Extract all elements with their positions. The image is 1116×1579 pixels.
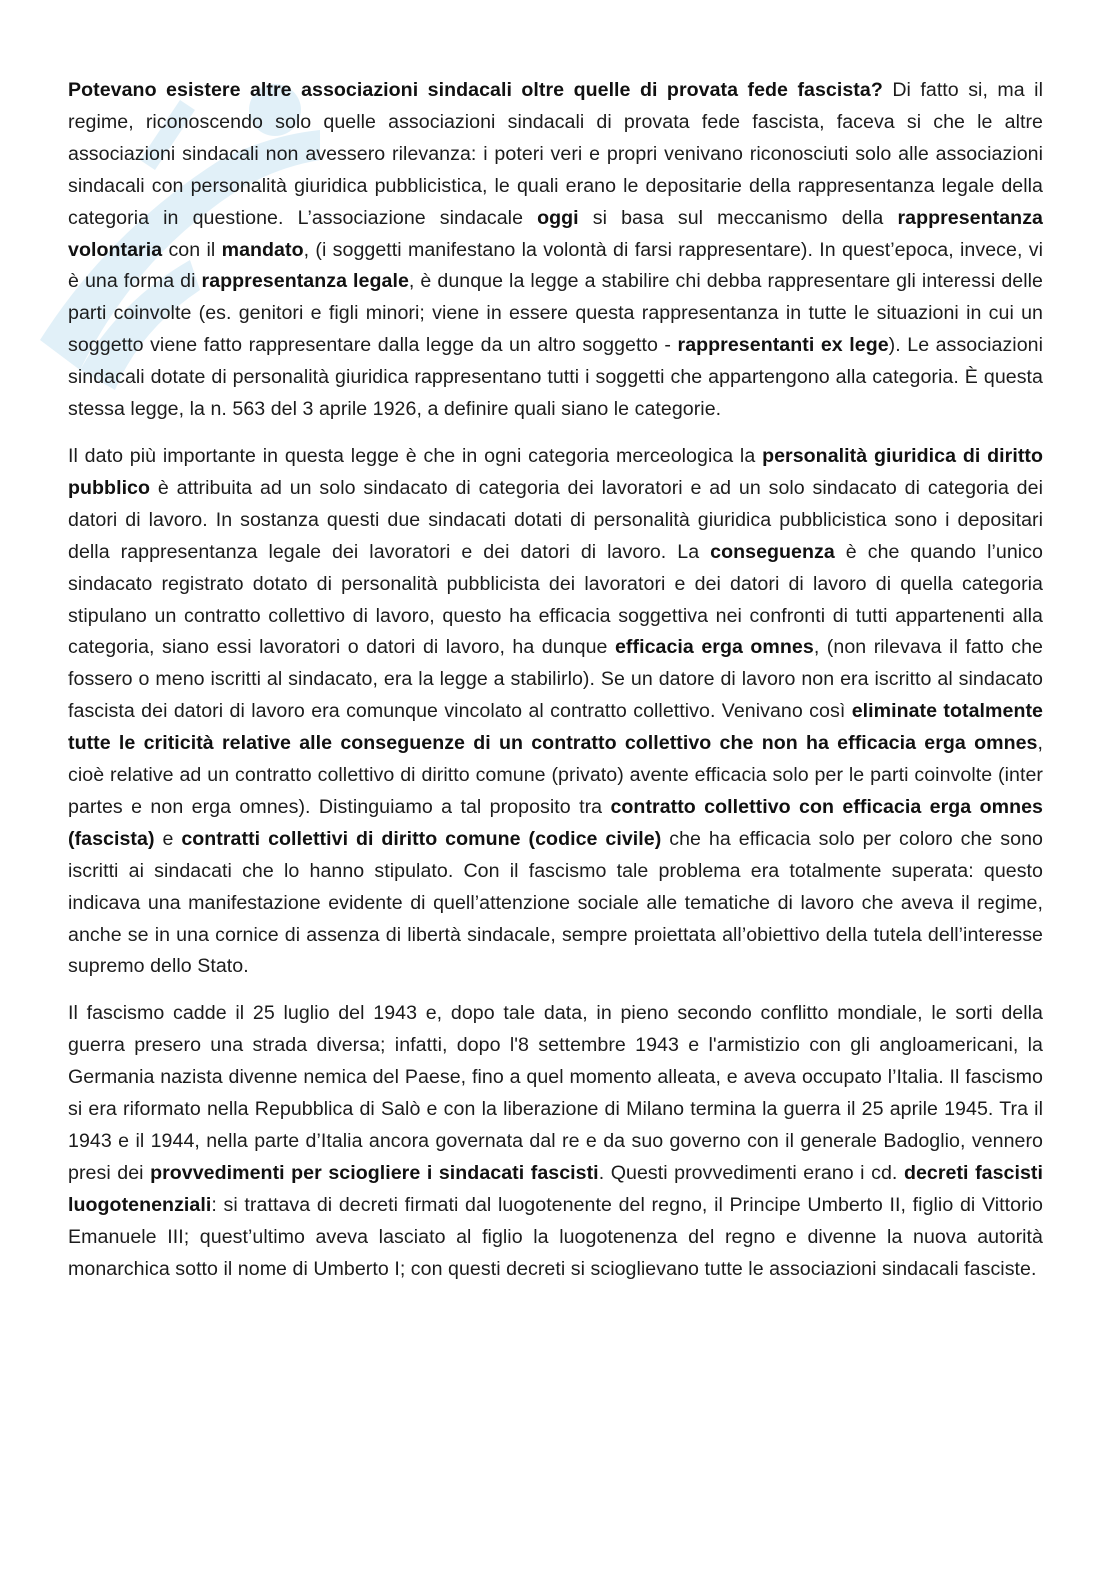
bold-term: efficacia erga omnes xyxy=(614,636,814,659)
bold-term: decreti fascisti luogotenenziali xyxy=(68,1161,1043,1216)
bold-term: mandato xyxy=(221,238,304,261)
text-run: con il xyxy=(162,238,222,261)
bold-term: conseguenza xyxy=(710,540,835,563)
text-run: è che quando l’unico sindacato registrato dotato di personalità pubblicista dei lavoratori e dei datori di lavoro di quella categoria stipulano un contratto collettivo di lavoro, questo ha efficacia soggettiva nei confronti di tutti appartenenti alla categoria, siano essi lavoratori o datori di lavoro, ha dunque xyxy=(68,540,1043,659)
bold-term: Potevano esistere altre associazioni sindacali oltre quelle di provata fede fascista? xyxy=(68,79,883,101)
bold-term: contratti collettivi di diritto comune (codice civile) xyxy=(181,827,662,850)
document-body xyxy=(68,75,1043,1301)
text-run: . Questi provvedimenti erano i cd. xyxy=(598,1161,904,1184)
bold-term: provvedimenti per sciogliere i sindacati fascisti xyxy=(150,1161,599,1184)
text-run: Il fascismo cadde il 25 luglio del 1943 e, dopo tale data, in pieno secondo conflitto mondiale, le sorti della guerra presero una strada diversa; infatti, dopo l'8 settembre 1943 e l'armistizio con gli angloamericani, la Germania nazista divenne nemica del Paese, fino a quel momento alleata, e aveva occupato l’Italia. Il fascismo si era riformato nella Repubblica di Salò e con la liberazione di Milano termina la guerra il 25 aprile 1945. Tra il 1943 e il 1944, nella parte d’Italia ancora governata dal re e da suo governo con il generale Badoglio, vennero presi dei xyxy=(68,1002,1043,1184)
text-run: Di fatto si, ma il regime, riconoscendo solo quelle associazioni sindacali di provata fede fascista, faceva si che le altre associazioni sindacali non avessero rilevanza: i poteri veri e propri venivano riconosciuti solo alle associazioni sindacali con personalità giuridica pubblicistica, le quali erano le depositarie della rappresentanza legale della categoria in questione. L’associazione sindacale xyxy=(68,79,1043,229)
text-run: si basa sul meccanismo della xyxy=(578,206,898,229)
bold-term: eliminate totalmente tutte le criticità relative alle conseguenze di un contratto collettivo che non ha efficacia erga omnes xyxy=(68,700,1044,755)
paragraph-sindacati-rappresentanza xyxy=(68,75,1043,426)
text-run: e xyxy=(154,827,182,850)
bold-term: rappresentanza legale xyxy=(201,270,409,293)
bold-term: rappresentanti ex lege xyxy=(677,334,889,357)
text-run: , cioè relative ad un contratto collettivo di diritto comune (privato) avente efficacia solo per le parti coinvolte (inter partes e non erga omnes). Distinguiamo a tal proposito tra xyxy=(68,732,1043,818)
paragraph-caduta-fascismo xyxy=(68,998,1043,1285)
text-run: , (i soggetti manifestano la volontà di farsi rappresentare). In quest’epoca, invece, vi è una forma di xyxy=(68,238,1044,293)
text-run: , (non rilevava il fatto che fossero o meno iscritti al sindacato, era la legge a stabilirlo). Se un datore di lavoro non era iscritto al sindacato fascista dei datori di lavoro era comunque vincolato al contratto collettivo. Venivano così xyxy=(68,636,1044,723)
text-run: Il dato più importante in questa legge è che in ogni categoria merceologica la xyxy=(68,444,763,467)
bold-term: contratto collettivo con efficacia erga omnes (fascista) xyxy=(68,795,1043,850)
text-run: , è dunque la legge a stabilire chi debba rappresentare gli interessi delle parti coinvolte (es. genitori e figli minori; viene in essere questa rappresentanza in tutte le situazioni in cui un soggetto viene fatto rappresentare dalla legge da un altro soggetto - xyxy=(68,270,1043,357)
text-run: è attribuita ad un solo sindacato di categoria dei lavoratori e ad un solo sindacato di categoria dei datori di lavoro. In sostanza questi due sindacati dotati di personalità giuridica pubblicistica sono i depositari della rappresentanza legale dei lavoratori e dei datori di lavoro. La xyxy=(68,476,1043,563)
bold-term: rappresentanza volontaria xyxy=(68,206,1043,261)
bold-term: oggi xyxy=(537,206,579,229)
text-run: che ha efficacia solo per coloro che sono iscritti ai sindacati che lo hanno stipulato. Con il fascismo tale problema era totalmente superata: questo indicava una manifestazione evidente di quell’attenzione sociale alle tematiche di lavoro che aveva il regime, anche se in una cornice di assenza di libertà sindacale, sempre proiettata all’obiettivo della tutela dell’interesse supremo dello Stato. xyxy=(68,827,1043,978)
paragraph-contratto-collettivo xyxy=(68,441,1043,983)
bold-term: personalità giuridica di diritto pubblico xyxy=(68,444,1043,499)
text-run: : si trattava di decreti firmati dal luogotenente del regno, il Principe Umberto II, figlio di Vittorio Emanuele III; quest’ultimo aveva lasciato al figlio la luogotenenza del regno e divenne la nuova autorità monarchica sotto il nome di Umberto I; con questi decreti si scioglievano tutte le associazioni sindacali fasciste. xyxy=(68,1193,1043,1280)
text-run: ). Le associazioni sindacali dotate di personalità giuridica rappresentano tutti i soggetti che appartengono alla categoria. È questa stessa legge, la n. 563 del 3 aprile 1926, a definire quali siano le categorie. xyxy=(68,334,1043,421)
